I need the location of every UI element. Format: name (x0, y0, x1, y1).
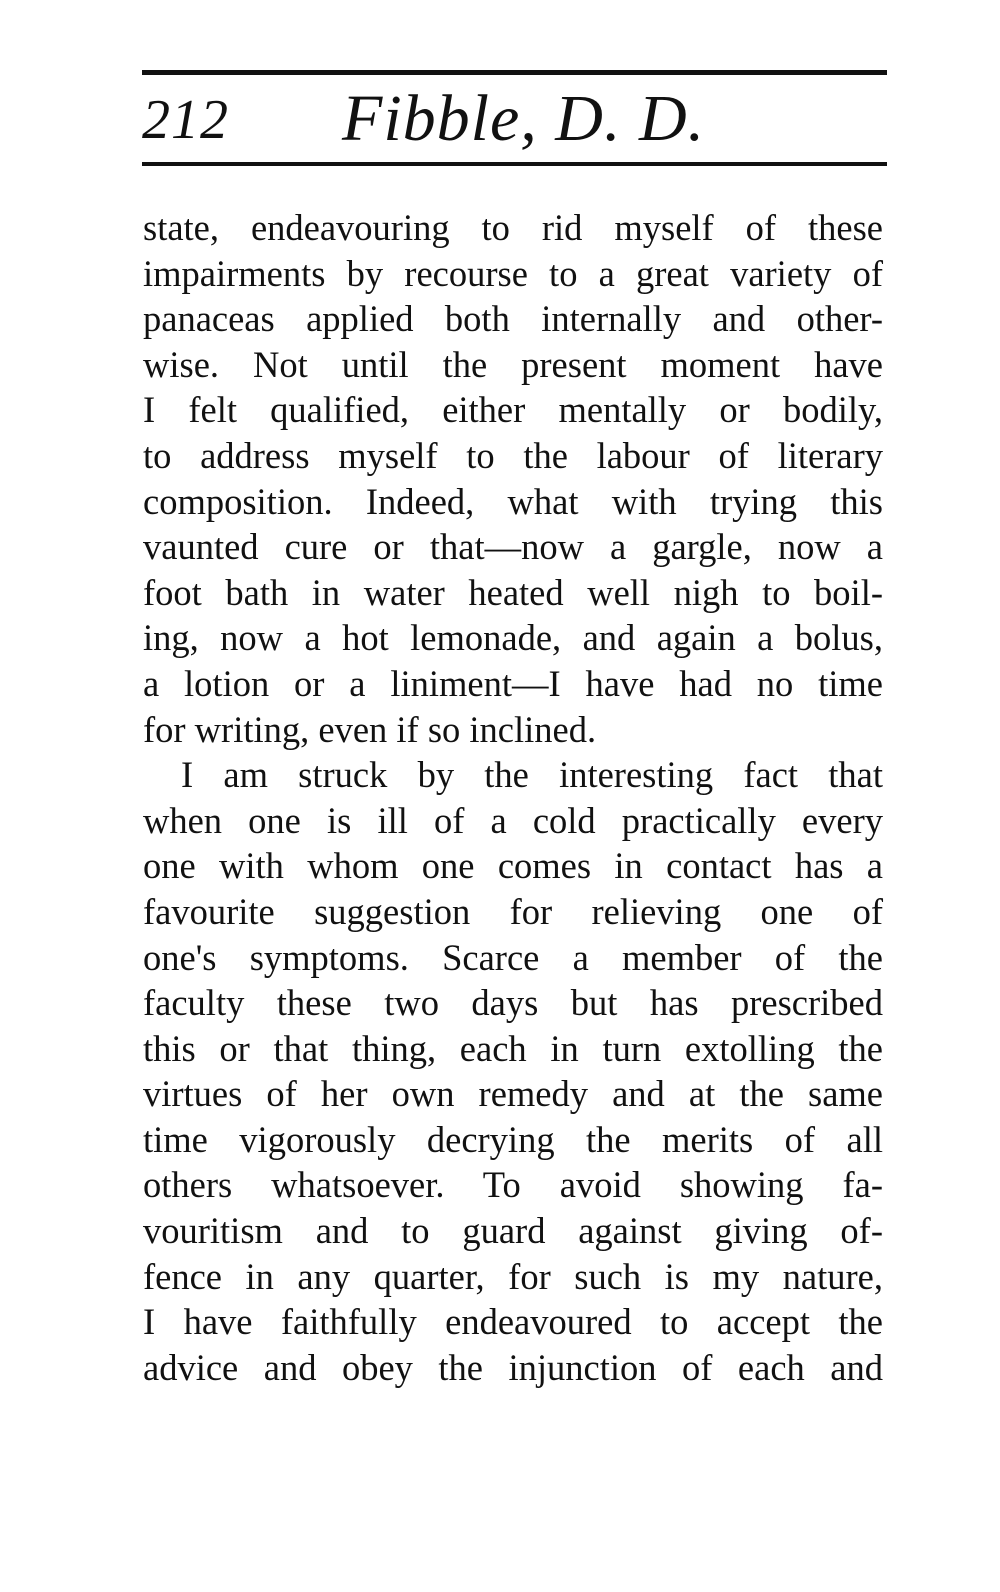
text-line: I felt qualified, either mentally or bodily, (143, 389, 883, 431)
text-line: I have faithfully endeavoured to accept the (143, 1301, 883, 1343)
text-line: foot bath in water heated well nigh to boil- (143, 571, 883, 613)
text-line: others whatsoever. To avoid showing fa- (143, 1164, 883, 1206)
text-line: when one is ill of a cold practically every (143, 799, 883, 841)
text-line: favourite suggestion for relieving one of (143, 890, 883, 932)
paragraph-first-line: I am struck by the interesting fact that (181, 754, 883, 796)
running-head (142, 84, 887, 156)
paragraph-last-line: for writing, even if so inclined. (143, 708, 597, 750)
running-title: Fibble, D. D. (342, 82, 706, 155)
text-line: state, endeavouring to rid myself of these (143, 207, 883, 248)
text-line: faculty these two days but has prescribed (143, 982, 883, 1024)
text-line: vouritism and to guard against giving of- (143, 1210, 883, 1252)
text-line: wise. Not until the present moment have (143, 343, 883, 385)
text-line: panaceas applied both internally and other- (143, 298, 883, 340)
text-line: composition. Indeed, what with trying this (143, 480, 883, 522)
text-line: ing, now a hot lemonade, and again a bolus, (143, 617, 883, 659)
text-line: this or that thing, each in turn extolling the (143, 1027, 883, 1069)
text-line: one's symptoms. Scarce a member of the (143, 936, 883, 978)
body-text (143, 205, 883, 1390)
text-line: time vigorously decrying the merits of all (143, 1118, 883, 1160)
page-number: 212 (142, 89, 229, 151)
text-line: vaunted cure or that—now a gargle, now a (143, 526, 883, 568)
text-line: impairments by recourse to a great variety of (143, 252, 883, 294)
top-rule (142, 70, 887, 75)
text-line: virtues of her own remedy and at the same (143, 1073, 883, 1115)
text-line: advice and obey the injunction of each and (143, 1346, 883, 1388)
text-line: one with whom one comes in contact has a (143, 845, 883, 887)
text-line: to address myself to the labour of literary (143, 434, 883, 476)
text-line: a lotion or a liniment—I have had no time (143, 662, 883, 704)
header-rule (142, 162, 887, 166)
text-line: fence in any quarter, for such is my nature, (143, 1255, 883, 1297)
